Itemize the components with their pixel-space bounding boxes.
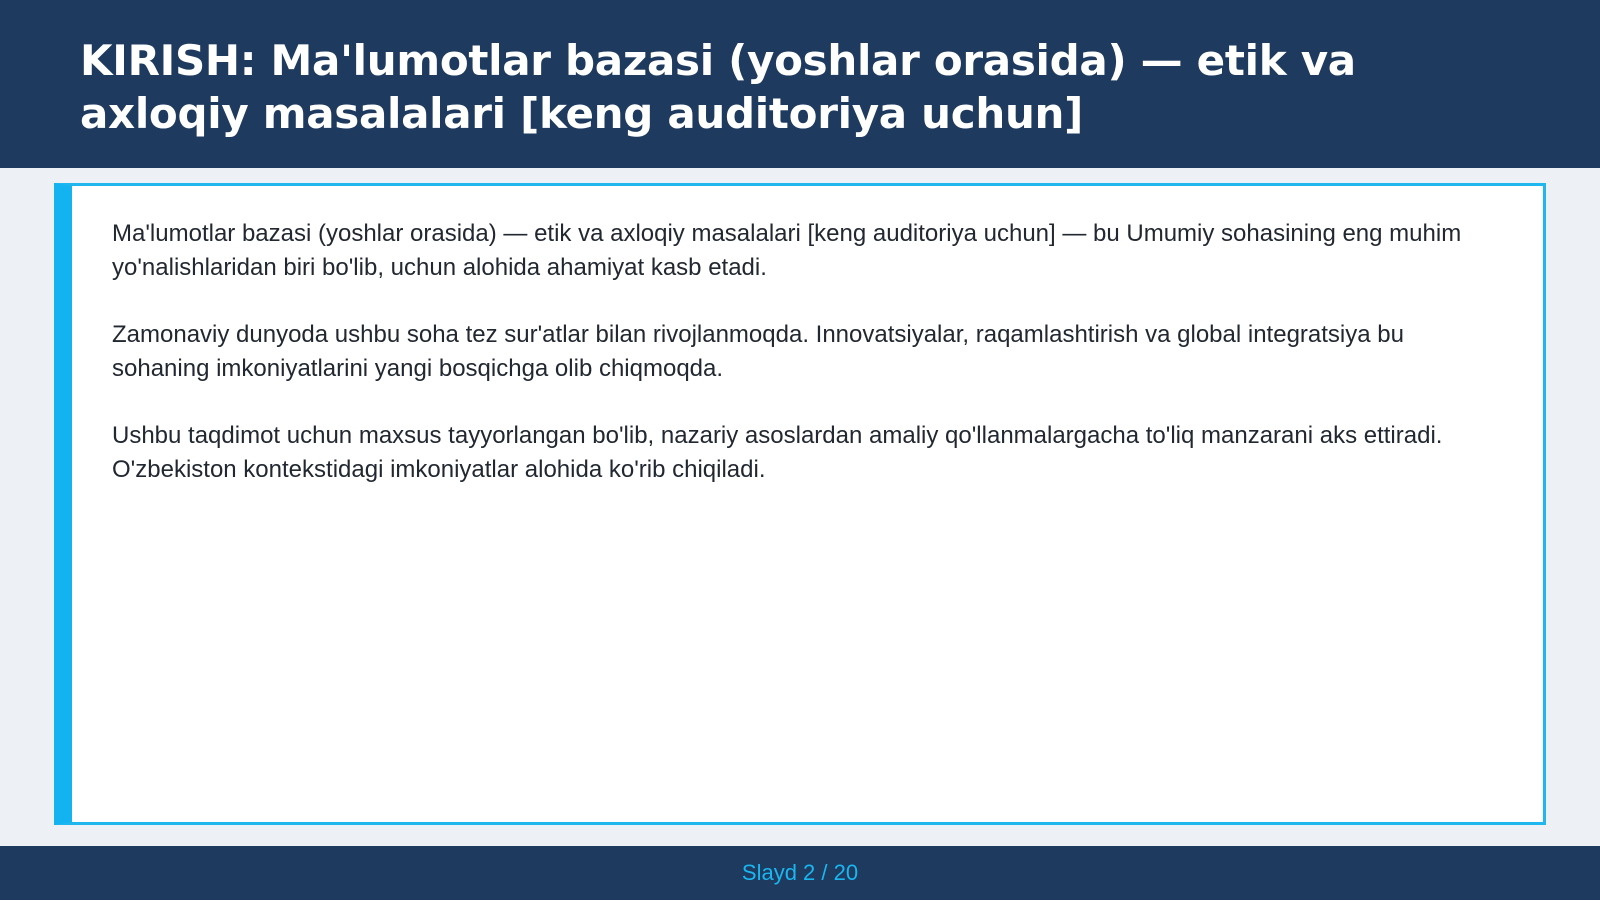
content-paragraph-1: Ma'lumotlar bazasi (yoshlar orasida) — etik va axloqiy masalalari [keng auditoriya uchun] — bu Umumiy sohasining eng muhim yo'nalishlaridan biri bo'lib, uchun alohida ahamiyat kasb etadi. — [112, 220, 1462, 281]
slide-header — [0, 0, 1600, 168]
content-card — [54, 183, 1546, 825]
content-paragraph-2: Zamonaviy dunyoda ushbu soha tez sur'atlar bilan rivojlanmoqda. Innovatsiyalar, raqamlashtirish va global integratsiya bu sohaning imkoniyatlarini yangi bosqichga olib chiqmoqda. — [112, 321, 1404, 382]
slide-footer — [0, 846, 1600, 900]
slide-counter: Slayd 2 / 20 — [741, 860, 859, 885]
content-paragraph-3: Ushbu taqdimot uchun maxsus tayyorlangan bo'lib, nazariy asoslardan amaliy qo'llanmalargacha to'liq manzarani aks ettiradi. O'zbekiston kontekstidagi imkoniyatlar alohida ko'rib chiqiladi. — [112, 422, 1443, 483]
slide-title: KIRISH: Ma'lumotlar bazasi (yoshlar orasida) — etik va axloqiy masalalari [keng auditoriya uchun] — [80, 36, 1356, 138]
